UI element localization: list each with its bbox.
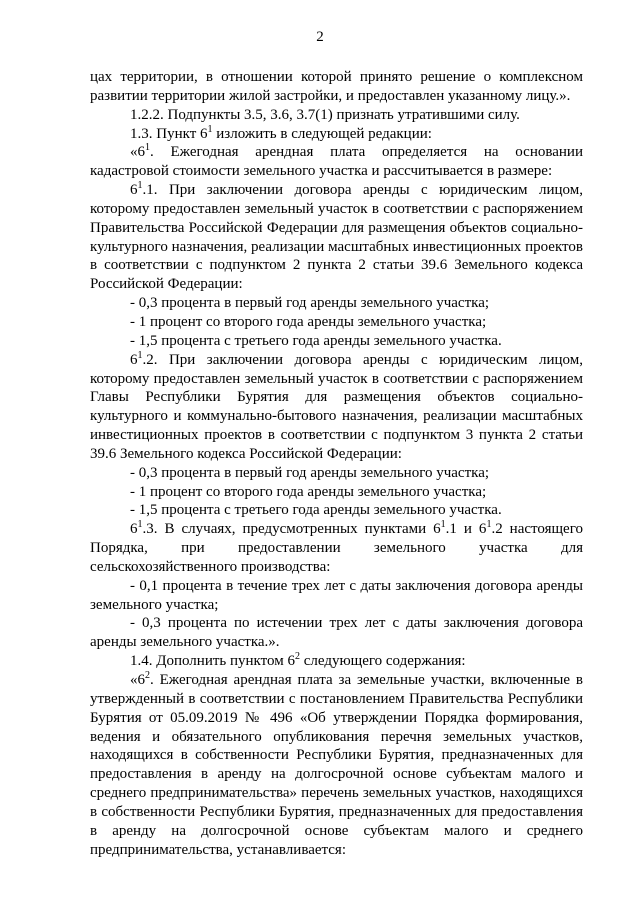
paragraph-1-2-2: 1.2.2. Подпункты 3.5, 3.6, 3.7(1) признать утратившими силу. (130, 106, 520, 123)
list-item: - 1,5 процента с третьего года аренды земельного участка. (130, 502, 502, 519)
paragraph-6-1-3: $6^1.3$. В случаях, предусмотренных пунктами $6^1.1$ и $6^1.2$ настоящего Порядка, при предоставлении земельного участка для сельскохозяйственного производства: (90, 519, 583, 575)
list-item: - 0,3 процента в первый год аренды земельного участка; (130, 295, 490, 312)
paragraph-1-3: 1.3. Пункт $6^1$ изложить в следующей редакции: (130, 123, 432, 142)
paragraph-1-4: 1.4. Дополнить пунктом $6^2$ следующего содержания: (130, 651, 466, 670)
paragraph-6-1-1: $6^1.1$. При заключении договора аренды с юридическим лицом, которому предоставлен земельный участок в соответствии с распоряжением Правительства Российской Федерации для размещения объектов социально-культурного назначения, реализации масштабных инвестиционных проектов в соответствии с подпунктом 2 пункта 2 статьи 39.6 Земельного кодекса Российской Федерации: (90, 180, 583, 293)
paragraph-6-1-intro: «$6^1$. Ежегодная арендная плата определяется на основании кадастровой стоимости земельного участка и рассчитывается в размере: (90, 142, 583, 180)
list-item: - 0,3 процента по истечении трех лет с даты заключения договора аренды земельного участка.». (90, 615, 583, 651)
list-item: - 1 процент со второго года аренды земельного участка; (130, 313, 487, 330)
page-number: 2 (316, 29, 324, 45)
superscript: 1 (207, 123, 213, 135)
superscript: 1 (137, 349, 143, 361)
superscript: 1 (137, 180, 143, 192)
list-item: - 1,5 процента с третьего года аренды земельного участка. (130, 332, 502, 349)
list-item: - 1 процент со второго года аренды земельного участка; (130, 483, 487, 500)
paragraph-continuation: цах территории, в отношении которой принято решение о комплексном развитии территории жилой застройки, и предоставлен указанному лицу.». (90, 69, 583, 104)
paragraph-6-1-2: $6^1.2$. При заключении договора аренды с юридическим лицом, которому предоставлен земельный участок в соответствии с распоряжением Главы Республики Бурятия для размещения объектов социально-культурного и коммунально-бытового назначения, реализации масштабных инвестиционных проектов в соответствии с подпунктом 3 пункта 2 статьи 39.6 Земельного кодекса Российской Федерации: (90, 349, 583, 462)
superscript: 2 (294, 651, 300, 663)
superscript: 1 (137, 519, 143, 531)
list-item: - 0,3 процента в первый год аренды земельного участка; (130, 464, 490, 481)
superscript: 1 (486, 519, 492, 531)
superscript: 1 (145, 142, 150, 154)
document-body (90, 68, 583, 859)
paragraph-6-2: «$6^2$. Ежегодная арендная плата за земельные участки, включенные в утвержденный в соответствии с постановлением Правительства Республики Бурятия от 05.09.2019 № 496 «Об утверждении Порядка формирования, ведения и обязательного опубликования перечня земельных участков, находящихся в собственности Республики Бурятия, предназначенных для предоставления в аренду на долгосрочной основе субъектам малого и среднего предпринимательства» перечень земельных участков, находящихся в собственности Республики Бурятия, предназначенных для предоставления в аренду на долгосрочной основе субъектам малого и среднего предпринимательства, устанавливается: (90, 670, 583, 858)
superscript: 1 (440, 519, 446, 531)
list-item: - 0,1 процента в течение трех лет с даты заключения договора аренды земельного участка; (90, 577, 583, 613)
superscript: 2 (145, 670, 150, 681)
